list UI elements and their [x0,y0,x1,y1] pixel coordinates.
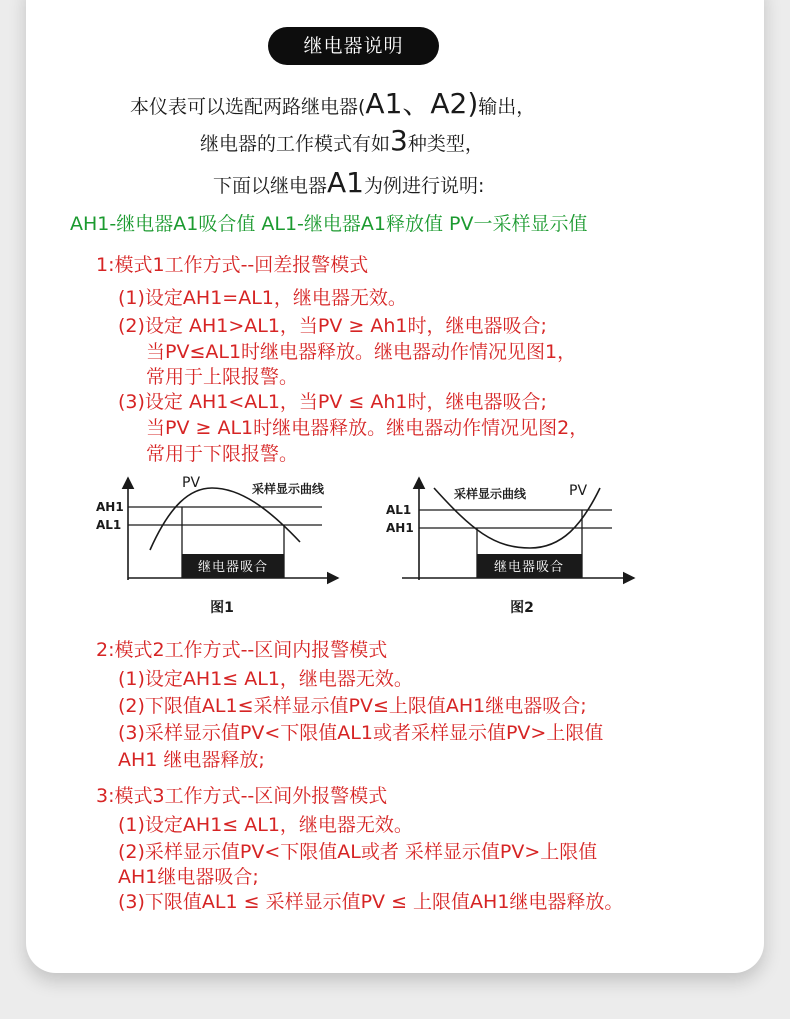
intro-line-2 [200,124,484,157]
page-title: 继电器说明 [268,27,439,65]
mode1-item: 当PV ≥ AL1时继电器释放。继电器动作情况见图2， [146,417,589,439]
mode2-item: (2)下限值AL1≤采样显示值PV≤上限值AH1继电器吸合; [118,695,587,717]
mode2-header: 2:模式2工作方式--区间内报警模式 [96,639,388,661]
mode1-item: (1)设定AH1=AL1，继电器无效。 [118,287,407,309]
intro-line-1-post: 输出， [478,96,536,118]
intro-line-2-post: 种类型， [407,133,484,155]
intro-line-1-pre: 本仪表可以选配两路继电器( [130,96,366,118]
pv-label: PV [182,475,201,491]
pv-curve [150,488,300,550]
intro-line-1 [130,82,535,122]
intro-line-2-pre: 继电器的工作模式有如 [200,133,391,155]
relay-on-label: 继电器吸合 [197,560,269,575]
mode2-item: (1)设定AH1≤ AL1，继电器无效。 [118,668,413,690]
intro-line-1-big: A1、A2) [365,87,479,120]
mode2-item: (3)采样显示值PV<下限值AL1或者采样显示值PV>上限值 [118,722,604,744]
intro-line-3 [213,166,484,199]
mode1-item: 当PV≤AL1时继电器释放。继电器动作情况见图1， [146,341,577,363]
ah1-label: AH1 [96,500,124,514]
mode1-item: 常用于上限报警。 [146,366,299,388]
intro-line-3-post: 为例进行说明: [363,175,485,197]
figure-2-caption: 图2 [510,600,534,616]
mode2-item: AH1 继电器释放; [118,749,265,771]
mode1-item: (2)设定 AH1>AL1，当PV ≥ Ah1时，继电器吸合; [118,315,547,337]
legend-definitions: AH1-继电器A1吸合值 AL1-继电器A1释放值 PV一采样显示值 [70,213,588,235]
ah1-label: AH1 [386,521,414,535]
curve-label: 采样显示曲线 [454,487,527,501]
mode3-item: (3)下限值AL1 ≤ 采样显示值PV ≤ 上限值AH1继电器释放。 [118,891,624,913]
al1-label: AL1 [386,503,412,517]
intro-line-3-big: A1 [327,166,364,199]
mode3-item: (1)设定AH1≤ AL1，继电器无效。 [118,814,413,836]
intro-line-3-pre: 下面以继电器 [213,175,328,197]
pv-label: PV [569,483,588,499]
figure-1-caption: 图1 [210,600,234,616]
al1-label: AL1 [96,518,122,532]
mode1-item: 常用于下限报警。 [146,443,299,465]
mode3-header: 3:模式3工作方式--区间外报警模式 [96,785,388,807]
mode3-item: AH1继电器吸合; [118,866,259,888]
intro-line-2-big: 3 [390,124,408,157]
mode1-header: 1:模式1工作方式--回差报警模式 [96,254,369,276]
mode3-item: (2)采样显示值PV<下限值AL或者 采样显示值PV>上限值 [118,841,598,863]
figure-2 [382,470,642,620]
curve-label: 采样显示曲线 [252,482,325,496]
mode1-item: (3)设定 AH1<AL1，当PV ≤ Ah1时，继电器吸合; [118,391,547,413]
relay-on-label: 继电器吸合 [493,560,565,575]
figure-1 [90,470,350,620]
